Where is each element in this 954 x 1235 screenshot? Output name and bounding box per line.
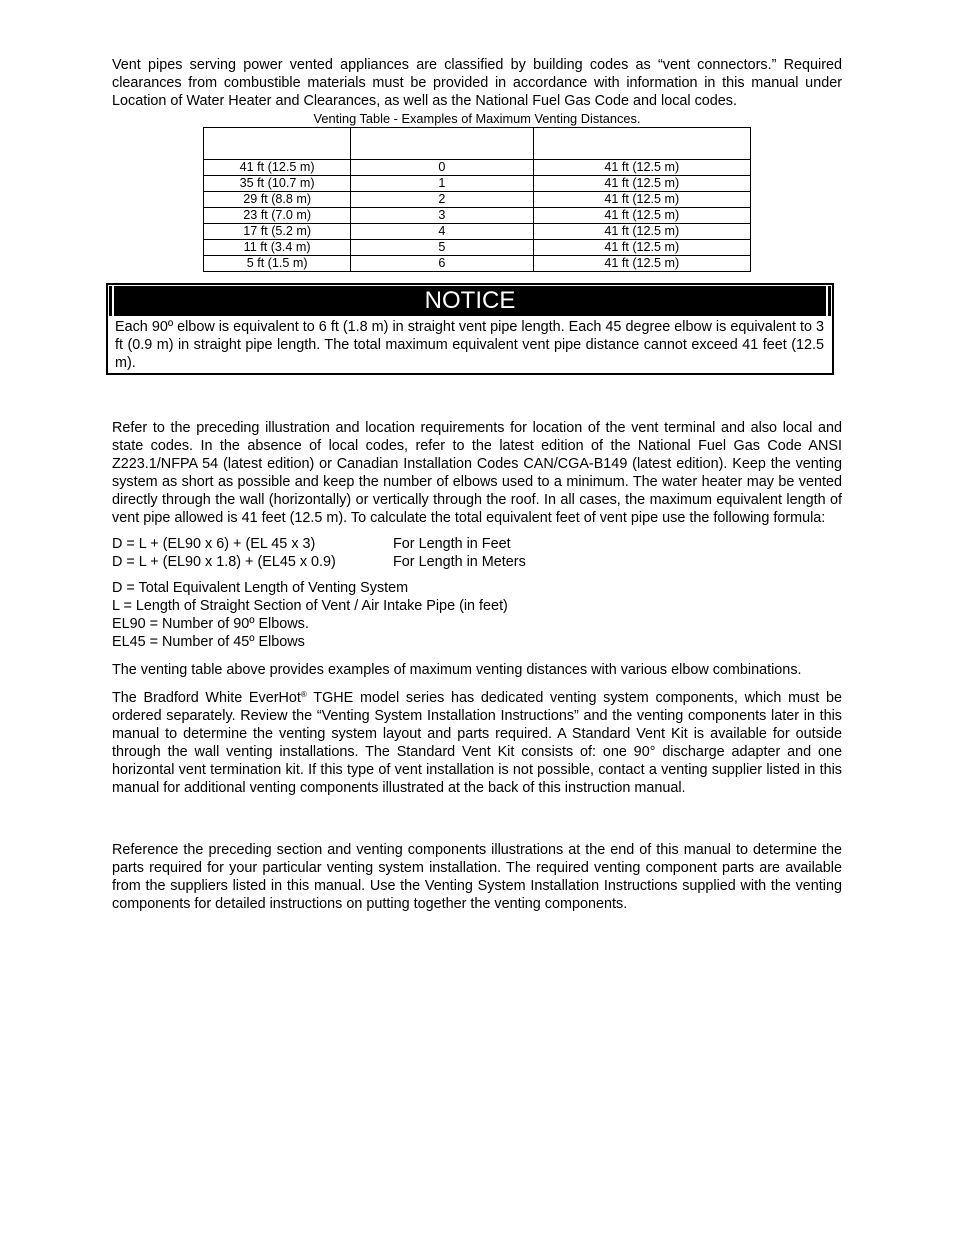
table-cell: 3 bbox=[351, 208, 533, 224]
registered-mark: ® bbox=[300, 690, 307, 699]
table-cell: 35 ft (10.7 m) bbox=[204, 176, 351, 192]
table-row bbox=[204, 192, 751, 208]
header-cell bbox=[204, 128, 351, 160]
brand-text-start: The Bradford White EverHot bbox=[112, 690, 301, 706]
brand-paragraph bbox=[112, 689, 842, 797]
definition-item: EL45 = Number of 45º Elbows bbox=[112, 634, 305, 650]
table-cell: 6 bbox=[351, 256, 533, 272]
formula-unit: For Length in Meters bbox=[393, 554, 526, 570]
table-cell: 41 ft (12.5 m) bbox=[533, 176, 750, 192]
table-header-row bbox=[204, 128, 751, 160]
header-cell bbox=[351, 128, 533, 160]
brand-text-rest: TGHE model series has dedicated venting system components, which must be ordered separately. Review the “Venting System Installation Instructions” and the venting components later in this manual to determine the venting system layout and parts required. A Standard Vent Kit is available for outside through the wall venting installations. The Standard Vent Kit consists of: one 90° discharge adapter and one horizontal vent termination kit. If this type of vent installation is not possible, contact a venting supplier listed in this manual for additional venting components illustrated at the back of this instruction manual. bbox=[112, 690, 842, 796]
table-row bbox=[204, 208, 751, 224]
notice-box bbox=[106, 283, 834, 375]
table-cell: 17 ft (5.2 m) bbox=[204, 224, 351, 240]
table-cell: 2 bbox=[351, 192, 533, 208]
table-cell: 41 ft (12.5 m) bbox=[533, 192, 750, 208]
notice-body: Each 90º elbow is equivalent to 6 ft (1.8 m) in straight vent pipe length. Each 45 degree elbow is equivalent to 3 ft (0.9 m) in straight pipe length. The total maximum equivalent vent pipe distance cannot exceed 41 feet (12.5 m). bbox=[115, 319, 824, 371]
table-row bbox=[204, 224, 751, 240]
document-page bbox=[112, 56, 842, 913]
formula-feet bbox=[112, 535, 842, 553]
table-cell: 11 ft (3.4 m) bbox=[204, 240, 351, 256]
venting-table bbox=[203, 127, 751, 272]
table-cell: 0 bbox=[351, 160, 533, 176]
reference-paragraph: Reference the preceding section and venting components illustrations at the end of this manual to determine the parts required for your particular venting system installation. The required venting component parts are available from the suppliers listed in this manual. Use the Venting System Installation Instructions supplied with the venting components for detailed instructions on putting together the venting components. bbox=[112, 842, 842, 912]
header-cell bbox=[533, 128, 750, 160]
notice-title: NOTICE bbox=[109, 286, 831, 316]
formula-unit: For Length in Feet bbox=[393, 536, 511, 552]
formula-meters bbox=[112, 553, 842, 571]
intro-paragraph: Vent pipes serving power vented appliances are classified by building codes as “vent connectors.” Required clearances from combustible materials must be provided in accordance with information in this manual under Location of Water Heater and Clearances, as well as the National Fuel Gas Code and local codes. bbox=[112, 57, 842, 109]
definition-item: L = Length of Straight Section of Vent / Air Intake Pipe (in feet) bbox=[112, 598, 508, 614]
location-paragraph: Refer to the preceding illustration and location requirements for location of the vent terminal and also local and state codes. In the absence of local codes, refer to the latest edition of the National Fuel Gas Code ANSI Z223.1/NFPA 54 (latest edition) or Canadian Installation Codes CAN/CGA-B149 (latest edition). Keep the venting system as short as possible and keep the number of elbows used to a minimum. The water heater may be vented directly through the wall (horizontally) or vertically through the roof. In all cases, the maximum equivalent length of vent pipe allowed is 41 feet (12.5 m). To calculate the total equivalent feet of vent pipe use the following formula: bbox=[112, 420, 842, 526]
table-row bbox=[204, 160, 751, 176]
table-cell: 5 bbox=[351, 240, 533, 256]
table-cell: 41 ft (12.5 m) bbox=[533, 160, 750, 176]
definitions-list bbox=[112, 579, 842, 651]
table-cell: 41 ft (12.5 m) bbox=[533, 208, 750, 224]
table-row bbox=[204, 176, 751, 192]
table-cell: 41 ft (12.5 m) bbox=[533, 256, 750, 272]
formula-expression: D = L + (EL90 x 6) + (EL 45 x 3) bbox=[112, 536, 316, 552]
table-cell: 41 ft (12.5 m) bbox=[533, 240, 750, 256]
table-cell: 1 bbox=[351, 176, 533, 192]
table-cell: 41 ft (12.5 m) bbox=[204, 160, 351, 176]
table-caption: Venting Table - Examples of Maximum Venting Distances. bbox=[313, 111, 641, 126]
definition-item: D = Total Equivalent Length of Venting System bbox=[112, 580, 409, 596]
table-row bbox=[204, 240, 751, 256]
formula-expression: D = L + (EL90 x 1.8) + (EL45 x 0.9) bbox=[112, 554, 336, 570]
table-cell: 41 ft (12.5 m) bbox=[533, 224, 750, 240]
definition-item: EL90 = Number of 90º Elbows. bbox=[112, 616, 309, 632]
table-row bbox=[204, 256, 751, 272]
table-cell: 29 ft (8.8 m) bbox=[204, 192, 351, 208]
formula-block bbox=[112, 535, 842, 571]
table-cell: 4 bbox=[351, 224, 533, 240]
table-reference-paragraph: The venting table above provides examples of maximum venting distances with various elbow combinations. bbox=[112, 662, 802, 678]
table-cell: 5 ft (1.5 m) bbox=[204, 256, 351, 272]
table-cell: 23 ft (7.0 m) bbox=[204, 208, 351, 224]
